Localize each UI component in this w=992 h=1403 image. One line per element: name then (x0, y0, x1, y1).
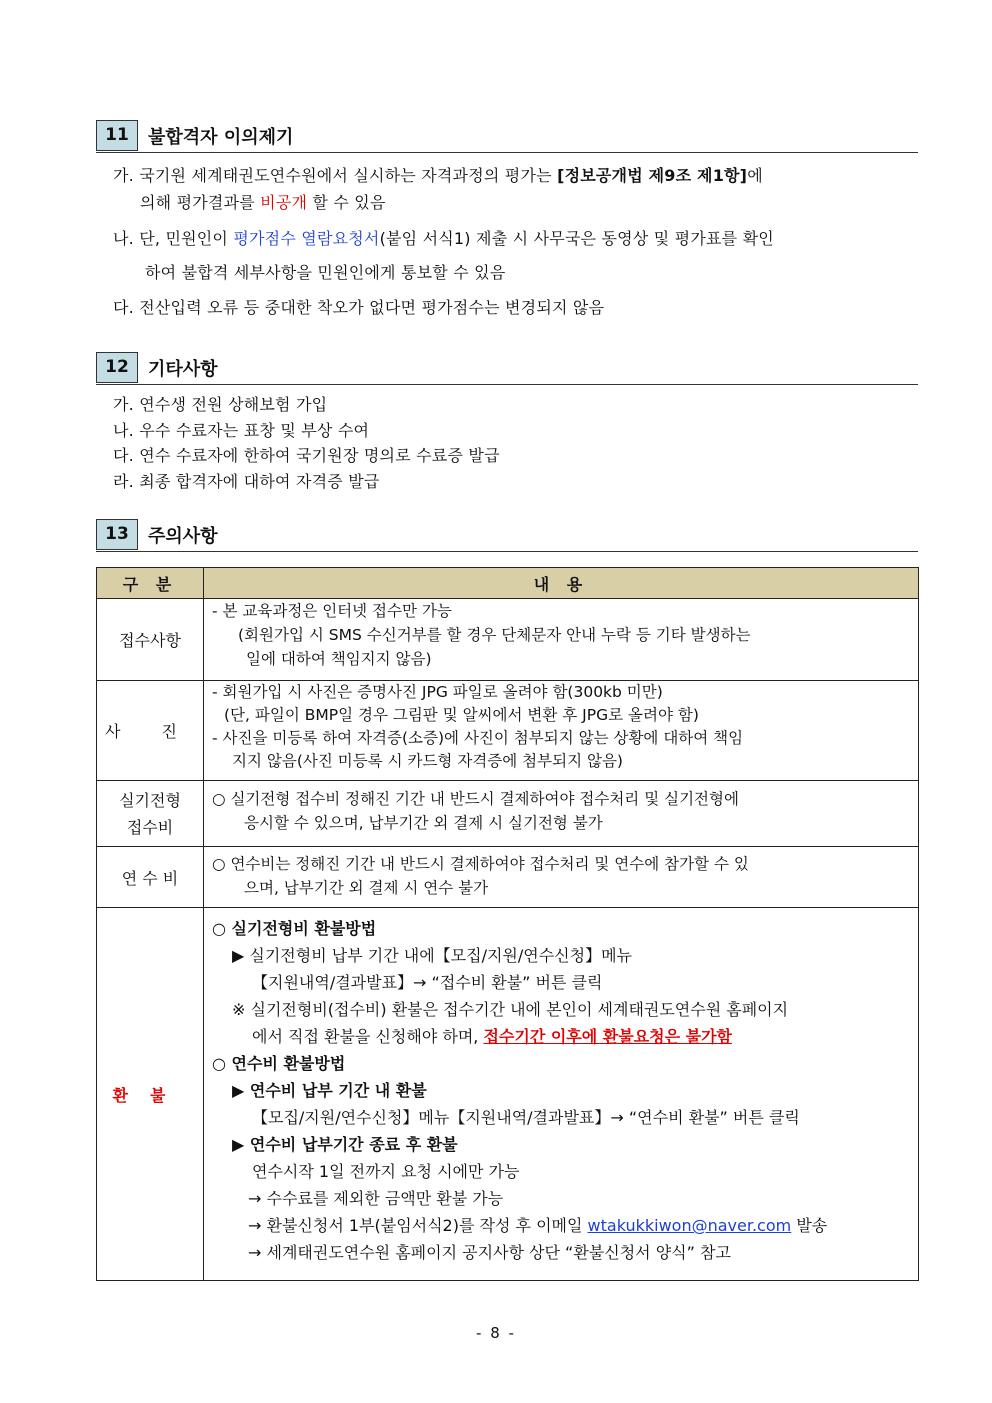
row-category (97, 681, 204, 781)
row-content (204, 908, 919, 1281)
table-row-registration (97, 599, 919, 681)
content-line: → 수수료를 제외한 금액만 환불 가능 (248, 1189, 504, 1208)
content-line: 일에 대하여 책임지지 않음) (246, 650, 432, 668)
content-line: ▶ 실기전형비 납부 기간 내에【모집/지원/연수신청】메뉴 (232, 946, 633, 965)
content-line: ○ 연수비 환불방법 (212, 1054, 346, 1073)
table-row-refund (97, 908, 919, 1281)
section-number: 12 (96, 352, 138, 383)
content-line: - 본 교육과정은 인터넷 접수만 가능 (212, 602, 452, 620)
section-number: 11 (96, 120, 138, 151)
s12-item: 가. 연수생 전원 상해보험 가입 (113, 395, 328, 414)
row-content (204, 681, 919, 781)
row-content (204, 599, 919, 681)
content-line: ○ 실기전형 접수비 정해진 기간 내 반드시 결제하여야 접수처리 및 실기전형에 (212, 790, 739, 808)
s11-item-a-cont: 의해 평가결과를 비공개 할 수 있음 (140, 193, 386, 212)
content-line: 으며, 납부기간 외 결제 시 연수 불가 (244, 879, 489, 897)
section-title: 불합격자 이의제기 (148, 127, 294, 148)
notice-table (96, 567, 919, 1281)
s11-item-b-cont: 하여 불합격 세부사항을 민원인에게 통보할 수 있음 (145, 263, 506, 282)
row-content (204, 781, 919, 847)
content-line: (회원가입 시 SMS 수신거부를 할 경우 단체문자 안내 누락 등 기타 발생하는 (238, 626, 751, 644)
header-content: 내 용 (204, 568, 919, 599)
content-line: ※ 실기전형비(접수비) 환불은 접수기간 내에 본인이 세계태권도연수원 홈페이지 (232, 1000, 789, 1019)
category-label: 사 진 (105, 722, 195, 741)
content-line: ▶ 연수비 납부기간 종료 후 환불 (232, 1135, 458, 1154)
page-number: - 8 - (476, 1324, 516, 1342)
content-line: 지지 않음(사진 미등록 시 카드형 자격증에 첨부되지 않음) (232, 752, 623, 770)
section-11-header (96, 120, 918, 153)
category-label: 실기전형 (119, 790, 181, 810)
section-13-header (96, 519, 918, 552)
row-content (204, 847, 919, 908)
content-line: ○ 실기전형비 환불방법 (212, 919, 377, 938)
section-title: 기타사항 (148, 359, 218, 380)
category-label: 접수비 (126, 817, 174, 837)
row-category (97, 908, 204, 1281)
content-line: → 세계태권도연수원 홈페이지 공지사항 상단 “환불신청서 양식” 참고 (248, 1243, 731, 1262)
content-line: - 회원가입 시 사진은 증명사진 JPG 파일로 올려야 함(300kb 미만) (212, 683, 663, 701)
row-category (97, 781, 204, 847)
content-line: ▶ 연수비 납부 기간 내 환불 (232, 1081, 427, 1100)
email-link[interactable]: wtakukkiwon@naver.com (587, 1216, 792, 1235)
s12-item: 라. 최종 합격자에 대하여 자격증 발급 (113, 472, 380, 491)
content-line: - 사진을 미등록 하여 자격증(소증)에 사진이 첨부되지 않는 상황에 대하여 책임 (212, 729, 744, 747)
s11-item-c: 다. 전산입력 오류 등 중대한 착오가 없다면 평가점수는 변경되지 않음 (113, 298, 605, 317)
table-header-row (97, 568, 919, 599)
section-number: 13 (96, 519, 138, 550)
table-row-photo (97, 681, 919, 781)
content-line: 에서 직접 환불을 신청해야 하며, 접수기간 이후에 환불요청은 불가함 (252, 1027, 733, 1046)
s12-item: 나. 우수 수료자는 표창 및 부상 수여 (113, 421, 370, 440)
s11-item-a: 가. 국기원 세계태권도연수원에서 실시하는 자격과정의 평가는 [정보공개법 제9조 제1항]에 (113, 166, 763, 185)
s12-item: 다. 연수 수료자에 한하여 국기원장 명의로 수료증 발급 (113, 446, 500, 465)
header-category: 구 분 (97, 568, 204, 599)
section-12-header (96, 352, 918, 385)
category-label: 환불 (112, 1085, 188, 1105)
content-line: 【모집/지원/연수신청】메뉴【지원내역/결과발표】→ “연수비 환불” 버튼 클릭 (252, 1108, 800, 1127)
content-line: ○ 연수비는 정해진 기간 내 반드시 결제하여야 접수처리 및 연수에 참가할 수 있 (212, 855, 749, 873)
content-line: 【지원내역/결과발표】→ “접수비 환불” 버튼 클릭 (252, 973, 603, 992)
content-line: → 환불신청서 1부(붙임서식2)를 작성 후 이메일 wtakukkiwon@naver.com 발송 (248, 1216, 828, 1235)
content-line: 연수시작 1일 전까지 요청 시에만 가능 (252, 1162, 520, 1181)
table-row-practical-fee (97, 781, 919, 847)
s11-item-b: 나. 단, 민원인이 평가점수 열람요청서(붙임 서식1) 제출 시 사무국은 동영상 및 평가표를 확인 (113, 229, 774, 248)
row-category: 접수사항 (97, 599, 204, 681)
content-line: (단, 파일이 BMP일 경우 그림판 및 알씨에서 변환 후 JPG로 올려야 함) (224, 706, 699, 724)
content-line: 응시할 수 있으며, 납부기간 외 결제 시 실기전형 불가 (244, 814, 603, 832)
table-row-training-fee (97, 847, 919, 908)
section-title: 주의사항 (148, 526, 218, 547)
row-category: 연 수 비 (97, 847, 204, 908)
